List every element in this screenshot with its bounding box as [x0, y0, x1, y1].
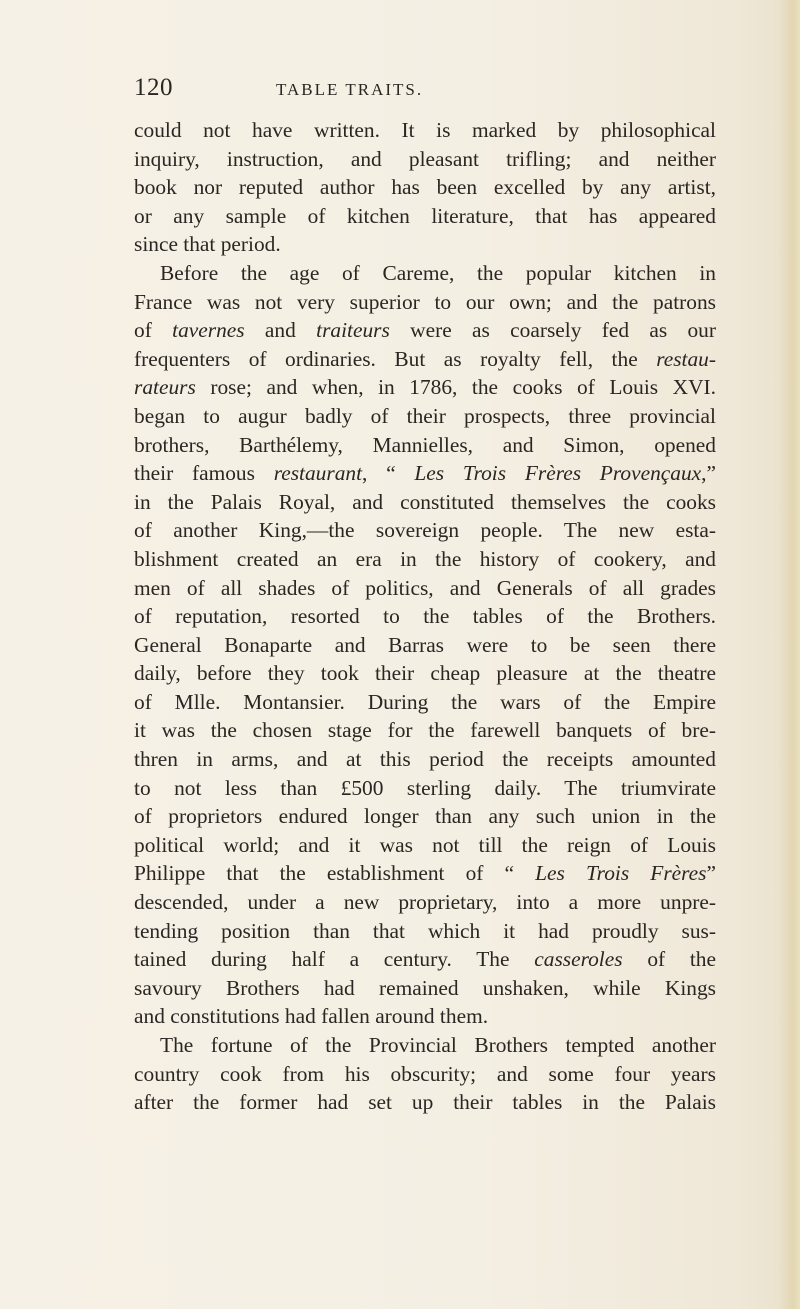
- running-head: [134, 74, 714, 104]
- text-line: of Mlle. Montansier. During the wars of the Empire: [134, 689, 716, 714]
- text-line: tained during half a century. The casseroles of the: [134, 947, 716, 972]
- text-line: book nor reputed author has been excelled by any artist,: [134, 175, 716, 200]
- italic-text: Les Trois Frères Provençaux: [414, 461, 702, 486]
- text-line: tending position than that which it had proudly sus-: [134, 918, 716, 943]
- text-line: rateurs rose; and when, in 1786, the cooks of Louis XVI.: [134, 375, 716, 400]
- text-line: it was the chosen stage for the farewell banquets of bre-: [134, 718, 716, 743]
- text-line: and constitutions had fallen around them.: [134, 1004, 489, 1029]
- text-line: daily, before they took their cheap pleasure at the theatre: [134, 661, 716, 686]
- paragraph: [134, 1031, 716, 1117]
- text-line: brothers, Barthélemy, Mannielles, and Simon, opened: [134, 432, 716, 457]
- text-line: country cook from his obscurity; and some four years: [134, 1061, 716, 1086]
- italic-text: restaurant: [273, 461, 363, 486]
- text-line: France was not very superior to our own; and the patrons: [134, 289, 716, 314]
- paragraph: [134, 116, 716, 259]
- page-edge-shadow: [778, 0, 800, 1309]
- text-line: or any sample of kitchen literature, that has appeared: [134, 203, 716, 228]
- paragraph: [134, 259, 716, 1031]
- text-line: The fortune of the Provincial Brothers tempted another: [160, 1033, 716, 1057]
- text-line: their famous restaurant, “ Les Trois Frères Provençaux,”: [134, 461, 717, 486]
- text-line: frequenters of ordinaries. But as royalty fell, the restau-: [134, 346, 716, 371]
- text-line: of another King,—the sovereign people. The new esta-: [134, 518, 716, 543]
- text-line: Philippe that the establishment of “ Les Trois Frères”: [134, 861, 717, 886]
- text-line: began to augur badly of their prospects, three provincial: [134, 403, 716, 428]
- text-line: thren in arms, and at this period the receipts amounted: [134, 747, 716, 772]
- text-line: of proprietors endured longer than any such union in the: [134, 804, 716, 829]
- text-line: in the Palais Royal, and constituted themselves the cooks: [134, 489, 716, 514]
- running-title: TABLE TRAITS.: [276, 80, 424, 99]
- text-line: of tavernes and traiteurs were as coarsely fed as our: [134, 318, 716, 343]
- italic-text: traiteurs: [316, 318, 390, 343]
- text-line: savoury Brothers had remained unshaken, while Kings: [134, 975, 716, 1000]
- italic-text: casseroles: [534, 947, 623, 972]
- text-line: of reputation, resorted to the tables of the Brothers.: [134, 604, 716, 629]
- text-line: General Bonaparte and Barras were to be seen there: [134, 632, 716, 657]
- body-text: [134, 116, 716, 1117]
- text-line: descended, under a new proprietary, into a more unpre-: [134, 890, 716, 915]
- italic-text: restau-: [656, 346, 716, 371]
- text-line: to not less than £500 sterling daily. The triumvirate: [134, 775, 716, 800]
- text-line: men of all shades of politics, and Generals of all grades: [134, 575, 716, 600]
- page-number: 120: [134, 74, 173, 101]
- text-line: could not have written. It is marked by philosophical: [134, 118, 716, 142]
- text-line: inquiry, instruction, and pleasant trifling; and neither: [134, 146, 716, 171]
- text-line: Before the age of Careme, the popular kitchen in: [160, 260, 716, 285]
- text-line: blishment created an era in the history of cookery, and: [134, 546, 716, 571]
- text-line: after the former had set up their tables in the Palais: [134, 1090, 716, 1115]
- italic-text: Les Trois Frères: [535, 861, 707, 886]
- text-line: political world; and it was not till the reign of Louis: [134, 832, 716, 857]
- italic-text: tavernes: [172, 318, 245, 343]
- italic-text: rateurs: [134, 375, 196, 400]
- text-line: since that period.: [134, 232, 281, 257]
